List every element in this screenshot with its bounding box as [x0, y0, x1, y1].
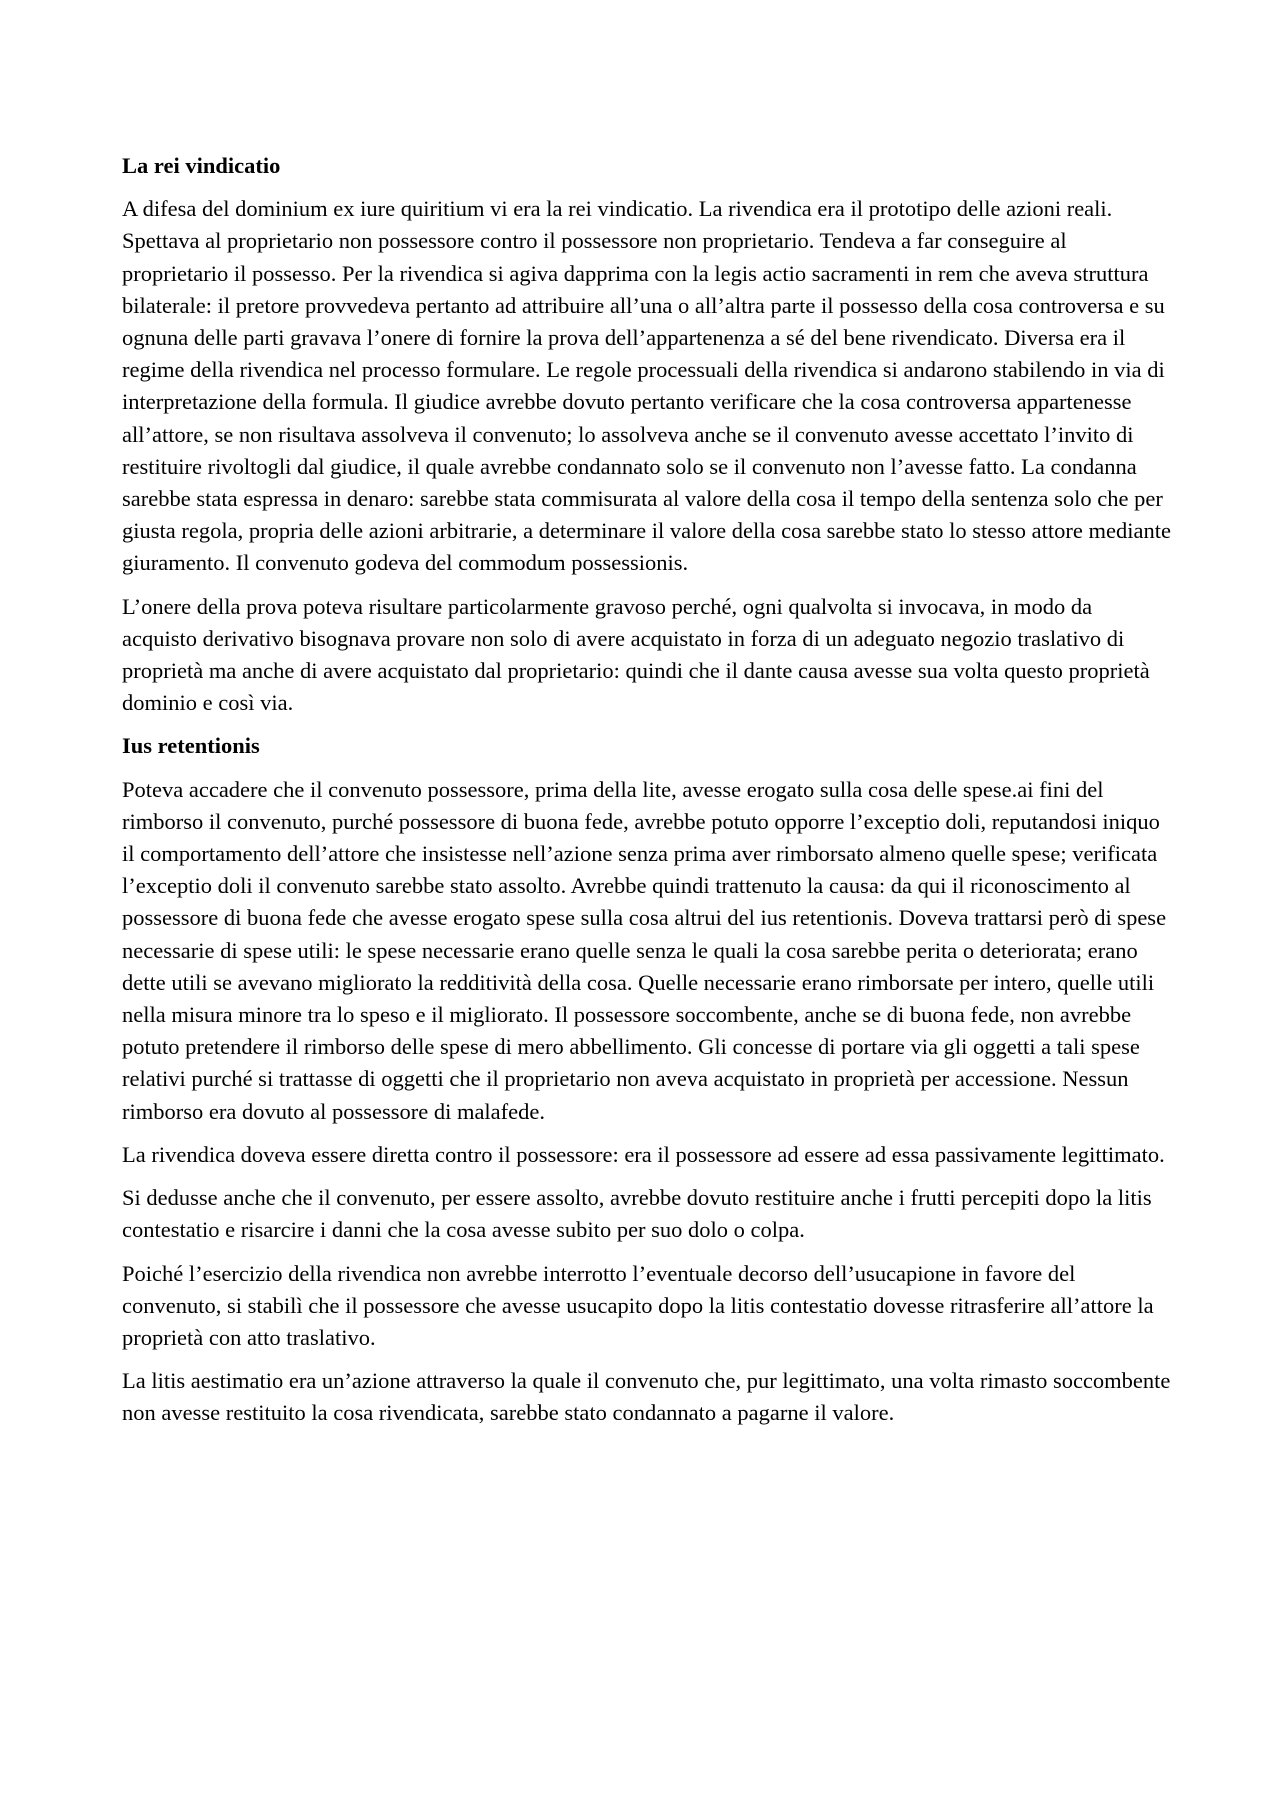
- paragraph: L’onere della prova poteva risultare particolarmente gravoso perché, ogni qualvolta si invocava, in modo da acquisto derivativo bisognava provare non solo di avere acquistato in forza di un adeguato negozio traslativo di proprietà ma anche di avere acquistato dal proprietario: quindi che il dante causa avesse sua volta questo proprietà dominio e così via.: [122, 593, 1150, 716]
- paragraph: Si dedusse anche che il convenuto, per essere assolto, avrebbe dovuto restituire anche i frutti percepiti dopo la litis contestatio e risarcire i danni che la cosa avesse subito per suo dolo o colpa.: [122, 1185, 1152, 1243]
- paragraph: Poiché l’esercizio della rivendica non avrebbe interrotto l’eventuale decorso dell’usucapione in favore del convenuto, si stabilì che il possessore che avesse usucapito dopo la litis contestatio dovesse ritrasferire all’attore la proprietà con atto traslativo.: [122, 1260, 1154, 1350]
- paragraph: Poteva accadere che il convenuto possessore, prima della lite, avesse erogato sulla cosa delle spese.ai fini del rimborso il convenuto, purché possessore di buona fede, avrebbe potuto opporre l’exceptio doli, reputandosi iniquo il comportamento dell’attore che insistesse nell’azione senza prima aver rimborsato almeno quelle spese; verificata l’exceptio doli il convenuto sarebbe stato assolto. Avrebbe quindi trattenuto la causa: da qui il riconoscimento al possessore di buona fede che avesse erogato spese sulla cosa altrui del ius retentionis. Doveva trattarsi però di spese necessarie di spese utili: le spese necessarie erano quelle senza le quali la cosa sarebbe perita o deteriorata; erano dette utili se avevano migliorato la redditività della cosa. Quelle necessarie erano rimborsate per intero, quelle utili nella misura minore tra lo speso e il migliorato. Il possessore soccombente, anche se di buona fede, non avrebbe potuto pretendere il rimborso delle spese di mero abbellimento. Gli concesse di portare via gli oggetti a tali spese relativi purché si trattasse di oggetti che il proprietario non aveva acquistato in proprietà per accessione. Nessun rimborso era dovuto al possessore di malafede.: [122, 776, 1167, 1124]
- section-heading-ius-retentionis: Ius retentionis: [122, 733, 260, 759]
- paragraph: La rivendica doveva essere diretta contro il possessore: era il possessore ad essere ad essa passivamente legittimato.: [122, 1141, 1165, 1167]
- paragraph: A difesa del dominium ex iure quiritium vi era la rei vindicatio. La rivendica era il prototipo delle azioni reali. Spettava al proprietario non possessore contro il possessore non proprietario. Tendeva a far conseguire al proprietario il possesso. Per la rivendica si agiva dapprima con la legis actio sacramenti in rem che aveva struttura bilaterale: il pretore provvedeva pertanto ad attribuire all’una o all’altra parte il possesso della cosa controversa e su ognuna delle parti gravava l’onere di fornire la prova dell’appartenenza a sé del bene rivendicato. Diversa era il regime della rivendica nel processo formulare. Le regole processuali della rivendica si andarono stabilendo in via di interpretazione della formula. Il giudice avrebbe dovuto pertanto verificare che la cosa controversa appartenesse all’attore, se non risultava assolveva il convenuto; lo assolveva anche se il convenuto avesse accettato l’invito di restituire rivoltogli dal giudice, il quale avrebbe condannato solo se il convenuto non l’avesse fatto. La condanna sarebbe stata espressa in denaro: sarebbe stata commisurata al valore della cosa il tempo della sentenza solo che per giusta regola, propria delle azioni arbitrarie, a determinare il valore della cosa sarebbe stato lo stesso attore mediante giuramento. Il convenuto godeva del commodum possessionis.: [122, 196, 1171, 576]
- paragraph: La litis aestimatio era un’azione attraverso la quale il convenuto che, pur legittimato, una volta rimasto soccombente non avesse restituito la cosa rivendicata, sarebbe stato condannato a pagarne il valore.: [122, 1368, 1171, 1426]
- section-heading-rei-vindicatio: La rei vindicatio: [122, 153, 281, 178]
- document-body: [122, 150, 1172, 1441]
